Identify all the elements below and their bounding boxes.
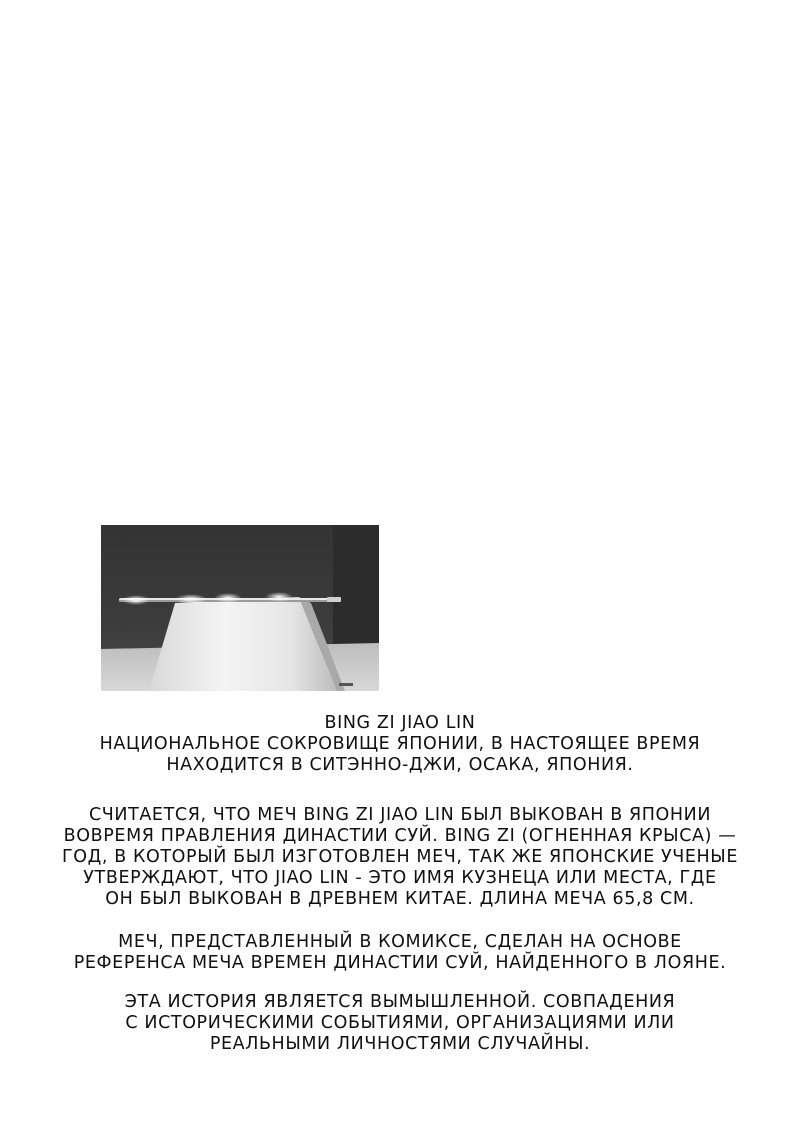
caption-reference [60,932,740,974]
origin-line: ВОВРЕМЯ ПРАВЛЕНИЯ ДИНАСТИИ СУЙ. BING ZI (ОГНЕННАЯ КРЫСА) — [63,826,737,846]
reference-line: РЕФЕРЕНСА МЕЧА ВРЕМЕН ДИНАСТИИ СУЙ, НАЙДЕННОГО В ЛОЯНЕ. [73,953,727,973]
origin-line: УТВЕРЖДАЮТ, ЧТО JIAO LIN - ЭТО ИМЯ КУЗНЕЦА ИЛИ МЕСТА, ГДЕ [83,868,717,888]
caption-intro [60,713,740,776]
intro-line: НАЦИОНАЛЬНОЕ СОКРОВИЩЕ ЯПОНИИ, В НАСТОЯЩЕЕ ВРЕМЯ [99,734,701,754]
origin-line: ГОД, В КОТОРЫЙ БЫЛ ИЗГОТОВЛЕН МЕЧ, ТАК ЖЕ ЯПОНСКИЕ УЧЕНЫЕ [61,847,739,867]
disclaimer-line: РЕАЛЬНЫМИ ЛИЧНОСТЯМИ СЛУЧАЙНЫ. [209,1034,591,1054]
caption-disclaimer [60,992,740,1055]
sword-title: BING ZI JIAO LIN [324,713,476,733]
reference-line: МЕЧ, ПРЕДСТАВЛЕННЫЙ В КОМИКСЕ, СДЕЛАН НА ОСНОВЕ [118,932,682,952]
origin-line: ОН БЫЛ ВЫКОВАН В ДРЕВНЕМ КИТАЕ. ДЛИНА МЕЧА 65,8 СМ. [105,889,695,909]
origin-line: СЧИТАЕТСЯ, ЧТО МЕЧ BING ZI JIAO LIN БЫЛ ВЫКОВАН В ЯПОНИИ [88,805,712,825]
sword-photo [101,525,379,691]
disclaimer-line: ЭТА ИСТОРИЯ ЯВЛЯЕТСЯ ВЫМЫШЛЕННОЙ. СОВПАДЕНИЯ [124,992,676,1012]
intro-line: НАХОДИТСЯ В СИТЭННО-ДЖИ, ОСАКА, ЯПОНИЯ. [166,755,634,775]
caption-origin [60,805,740,910]
disclaimer-line: С ИСТОРИЧЕСКИМИ СОБЫТИЯМИ, ОРГАНИЗАЦИЯМИ ИЛИ [125,1013,675,1033]
